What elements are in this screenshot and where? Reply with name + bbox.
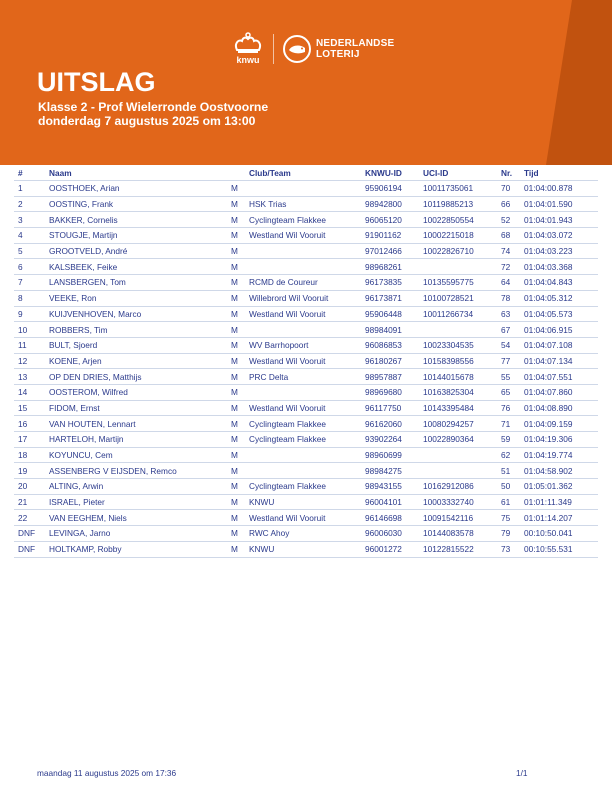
cell-number: 54 bbox=[497, 337, 520, 353]
table-row bbox=[14, 228, 598, 244]
cell-time: 01:04:07.551 bbox=[520, 369, 598, 385]
cell-category: M bbox=[227, 416, 245, 432]
cell-category: M bbox=[227, 306, 245, 322]
table-row bbox=[14, 541, 598, 557]
cell-number: 67 bbox=[497, 322, 520, 338]
cell-knwu-id: 96065120 bbox=[361, 212, 419, 228]
cell-category: M bbox=[227, 290, 245, 306]
cell-category: M bbox=[227, 275, 245, 291]
cell-category: M bbox=[227, 181, 245, 197]
cell-position: 20 bbox=[14, 479, 45, 495]
table-row bbox=[14, 463, 598, 479]
column-header-position: # bbox=[14, 165, 45, 181]
cell-number: 71 bbox=[497, 416, 520, 432]
cell-time: 01:04:19.774 bbox=[520, 447, 598, 463]
cell-uci-id bbox=[419, 259, 497, 275]
table-row bbox=[14, 196, 598, 212]
table-row bbox=[14, 181, 598, 197]
cell-position: 3 bbox=[14, 212, 45, 228]
cell-category: M bbox=[227, 337, 245, 353]
cell-uci-id: 10144015678 bbox=[419, 369, 497, 385]
cell-time: 01:04:05.312 bbox=[520, 290, 598, 306]
cell-position: 6 bbox=[14, 259, 45, 275]
cell-uci-id: 10143395484 bbox=[419, 400, 497, 416]
cell-category: M bbox=[227, 353, 245, 369]
cell-club bbox=[245, 259, 361, 275]
cell-knwu-id: 98984091 bbox=[361, 322, 419, 338]
cell-position: 9 bbox=[14, 306, 45, 322]
table-header-row bbox=[14, 165, 598, 181]
cell-time: 01:04:05.573 bbox=[520, 306, 598, 322]
cell-category: M bbox=[227, 432, 245, 448]
race-subtitle: Klasse 2 - Prof Wielerronde Oostvoorne bbox=[38, 100, 269, 114]
cell-knwu-id: 98968261 bbox=[361, 259, 419, 275]
cell-position: 22 bbox=[14, 510, 45, 526]
table-row bbox=[14, 384, 598, 400]
column-header-name: Naam bbox=[45, 165, 227, 181]
table-row bbox=[14, 259, 598, 275]
cell-club: Westland Wil Vooruit bbox=[245, 353, 361, 369]
cell-number: 52 bbox=[497, 212, 520, 228]
cell-club bbox=[245, 243, 361, 259]
fish-icon bbox=[283, 35, 311, 63]
table-row bbox=[14, 416, 598, 432]
cell-name: VEEKE, Ron bbox=[45, 290, 227, 306]
table-row bbox=[14, 400, 598, 416]
cell-time: 01:04:08.890 bbox=[520, 400, 598, 416]
cell-position: 10 bbox=[14, 322, 45, 338]
cell-time: 01:04:01.943 bbox=[520, 212, 598, 228]
logo-separator bbox=[273, 34, 274, 64]
cell-club bbox=[245, 181, 361, 197]
cell-category: M bbox=[227, 212, 245, 228]
cell-knwu-id: 95906194 bbox=[361, 181, 419, 197]
cell-position: 19 bbox=[14, 463, 45, 479]
cell-uci-id: 10158398556 bbox=[419, 353, 497, 369]
table-row bbox=[14, 432, 598, 448]
cell-position: 21 bbox=[14, 494, 45, 510]
cell-position: 7 bbox=[14, 275, 45, 291]
cell-club: Westland Wil Vooruit bbox=[245, 400, 361, 416]
table-row bbox=[14, 306, 598, 322]
cell-uci-id: 10135595775 bbox=[419, 275, 497, 291]
cell-name: BAKKER, Cornelis bbox=[45, 212, 227, 228]
cell-club: Westland Wil Vooruit bbox=[245, 228, 361, 244]
cell-category: M bbox=[227, 510, 245, 526]
cell-time: 01:04:03.223 bbox=[520, 243, 598, 259]
cell-name: KALSBEEK, Feike bbox=[45, 259, 227, 275]
page-title: UITSLAG bbox=[37, 67, 156, 97]
cell-knwu-id: 95906448 bbox=[361, 306, 419, 322]
cell-name: GROOTVELD, André bbox=[45, 243, 227, 259]
cell-club: HSK Trias bbox=[245, 196, 361, 212]
cell-knwu-id: 96146698 bbox=[361, 510, 419, 526]
cell-name: OOSTING, Frank bbox=[45, 196, 227, 212]
cell-name: STOUGJE, Martijn bbox=[45, 228, 227, 244]
cell-knwu-id: 96001272 bbox=[361, 541, 419, 557]
cell-uci-id: 10011735061 bbox=[419, 181, 497, 197]
cell-knwu-id: 98957887 bbox=[361, 369, 419, 385]
cell-name: VAN HOUTEN, Lennart bbox=[45, 416, 227, 432]
cell-club: RCMD de Coureur bbox=[245, 275, 361, 291]
cell-time: 00:10:50.041 bbox=[520, 526, 598, 542]
cell-uci-id: 10100728521 bbox=[419, 290, 497, 306]
cell-position: 17 bbox=[14, 432, 45, 448]
cell-number: 78 bbox=[497, 290, 520, 306]
cell-number: 61 bbox=[497, 494, 520, 510]
cell-position: 16 bbox=[14, 416, 45, 432]
cell-uci-id bbox=[419, 447, 497, 463]
cell-uci-id: 10122815522 bbox=[419, 541, 497, 557]
table-row bbox=[14, 275, 598, 291]
table-row bbox=[14, 494, 598, 510]
results-table bbox=[14, 165, 598, 558]
cell-number: 51 bbox=[497, 463, 520, 479]
cell-name: KOYUNCU, Cem bbox=[45, 447, 227, 463]
cell-club: Willebrord Wil Vooruit bbox=[245, 290, 361, 306]
cell-knwu-id: 96004101 bbox=[361, 494, 419, 510]
cell-uci-id: 10022826710 bbox=[419, 243, 497, 259]
cell-knwu-id: 97012466 bbox=[361, 243, 419, 259]
column-header-time: Tijd bbox=[520, 165, 598, 181]
cell-name: OOSTEROM, Wilfred bbox=[45, 384, 227, 400]
cell-uci-id: 10144083578 bbox=[419, 526, 497, 542]
table-row bbox=[14, 510, 598, 526]
cell-number: 62 bbox=[497, 447, 520, 463]
table-row bbox=[14, 212, 598, 228]
cell-uci-id: 10011266734 bbox=[419, 306, 497, 322]
cell-category: M bbox=[227, 494, 245, 510]
cell-number: 76 bbox=[497, 400, 520, 416]
cell-position: 14 bbox=[14, 384, 45, 400]
cell-category: M bbox=[227, 369, 245, 385]
table-row bbox=[14, 479, 598, 495]
cell-club bbox=[245, 447, 361, 463]
cell-number: 59 bbox=[497, 432, 520, 448]
print-timestamp: maandag 11 augustus 2025 om 17:36 bbox=[37, 768, 177, 778]
cell-uci-id: 10091542116 bbox=[419, 510, 497, 526]
cell-uci-id: 10162912086 bbox=[419, 479, 497, 495]
cell-time: 01:04:09.159 bbox=[520, 416, 598, 432]
cell-number: 68 bbox=[497, 228, 520, 244]
cell-knwu-id: 93902264 bbox=[361, 432, 419, 448]
cell-category: M bbox=[227, 243, 245, 259]
cell-time: 01:01:11.349 bbox=[520, 494, 598, 510]
cell-category: M bbox=[227, 526, 245, 542]
cell-number: 64 bbox=[497, 275, 520, 291]
cell-position: 8 bbox=[14, 290, 45, 306]
cell-name: ISRAEL, Pieter bbox=[45, 494, 227, 510]
cell-name: VAN EEGHEM, Niels bbox=[45, 510, 227, 526]
cell-club bbox=[245, 463, 361, 479]
cell-knwu-id: 96117750 bbox=[361, 400, 419, 416]
cell-name: ASSENBERG V EIJSDEN, Remco bbox=[45, 463, 227, 479]
nederlandse-loterij-logo bbox=[283, 35, 394, 63]
cell-position: 15 bbox=[14, 400, 45, 416]
cell-time: 01:04:01.590 bbox=[520, 196, 598, 212]
cell-club: Cyclingteam Flakkee bbox=[245, 479, 361, 495]
cell-time: 01:04:04.843 bbox=[520, 275, 598, 291]
cell-club: RWC Ahoy bbox=[245, 526, 361, 542]
cell-number: 66 bbox=[497, 196, 520, 212]
table-row bbox=[14, 353, 598, 369]
cell-name: ROBBERS, Tim bbox=[45, 322, 227, 338]
cell-number: 75 bbox=[497, 510, 520, 526]
cell-position: 4 bbox=[14, 228, 45, 244]
cell-club: PRC Delta bbox=[245, 369, 361, 385]
cell-number: 63 bbox=[497, 306, 520, 322]
column-header-category bbox=[227, 165, 245, 181]
cell-name: ALTING, Arwin bbox=[45, 479, 227, 495]
cell-category: M bbox=[227, 541, 245, 557]
lottery-name-line1: NEDERLANDSE bbox=[316, 38, 395, 49]
cell-club bbox=[245, 322, 361, 338]
cell-category: M bbox=[227, 463, 245, 479]
cell-name: OP DEN DRIES, Matthijs bbox=[45, 369, 227, 385]
cell-knwu-id: 98969680 bbox=[361, 384, 419, 400]
cell-uci-id: 10022890364 bbox=[419, 432, 497, 448]
cell-number: 74 bbox=[497, 243, 520, 259]
sponsor-logos bbox=[232, 32, 394, 66]
cell-category: M bbox=[227, 384, 245, 400]
cell-category: M bbox=[227, 400, 245, 416]
cell-name: HARTELOH, Martijn bbox=[45, 432, 227, 448]
cell-uci-id bbox=[419, 463, 497, 479]
cell-knwu-id: 96180267 bbox=[361, 353, 419, 369]
cell-time: 01:04:19.306 bbox=[520, 432, 598, 448]
cell-club: Westland Wil Vooruit bbox=[245, 306, 361, 322]
cell-position: 13 bbox=[14, 369, 45, 385]
cell-knwu-id: 96162060 bbox=[361, 416, 419, 432]
cell-club bbox=[245, 384, 361, 400]
page-number: 1/1 bbox=[516, 768, 528, 778]
column-header-uci-id: UCI-ID bbox=[419, 165, 497, 181]
cell-uci-id: 10022850554 bbox=[419, 212, 497, 228]
cell-knwu-id: 96173835 bbox=[361, 275, 419, 291]
lottery-name-line2: LOTERIJ bbox=[316, 49, 360, 60]
cell-position: 2 bbox=[14, 196, 45, 212]
cell-club: Cyclingteam Flakkee bbox=[245, 432, 361, 448]
cell-position: DNF bbox=[14, 541, 45, 557]
cell-name: OOSTHOEK, Arian bbox=[45, 181, 227, 197]
cell-knwu-id: 98984275 bbox=[361, 463, 419, 479]
table-row bbox=[14, 447, 598, 463]
column-header-knwu-id: KNWU-ID bbox=[361, 165, 419, 181]
cell-category: M bbox=[227, 228, 245, 244]
cell-time: 01:04:03.072 bbox=[520, 228, 598, 244]
cell-uci-id: 10023304535 bbox=[419, 337, 497, 353]
header-banner bbox=[0, 0, 612, 165]
cell-club: Westland Wil Vooruit bbox=[245, 510, 361, 526]
cell-knwu-id: 98943155 bbox=[361, 479, 419, 495]
cell-number: 65 bbox=[497, 384, 520, 400]
cell-knwu-id: 91901162 bbox=[361, 228, 419, 244]
cell-club: WV Barrhopoort bbox=[245, 337, 361, 353]
cell-time: 01:04:58.902 bbox=[520, 463, 598, 479]
cell-position: 11 bbox=[14, 337, 45, 353]
table-row bbox=[14, 290, 598, 306]
cell-knwu-id: 98960699 bbox=[361, 447, 419, 463]
cell-name: FIDOM, Ernst bbox=[45, 400, 227, 416]
table-row bbox=[14, 526, 598, 542]
cell-category: M bbox=[227, 322, 245, 338]
cell-time: 01:04:07.860 bbox=[520, 384, 598, 400]
cell-position: 1 bbox=[14, 181, 45, 197]
cell-number: 70 bbox=[497, 181, 520, 197]
cell-name: BULT, Sjoerd bbox=[45, 337, 227, 353]
cell-uci-id bbox=[419, 322, 497, 338]
cell-uci-id: 10003332740 bbox=[419, 494, 497, 510]
table-row bbox=[14, 337, 598, 353]
results-body bbox=[14, 181, 598, 558]
cell-name: LANSBERGEN, Tom bbox=[45, 275, 227, 291]
cell-knwu-id: 96173871 bbox=[361, 290, 419, 306]
cell-number: 72 bbox=[497, 259, 520, 275]
cell-name: KUIJVENHOVEN, Marco bbox=[45, 306, 227, 322]
column-header-number: Nr. bbox=[497, 165, 520, 181]
table-row bbox=[14, 243, 598, 259]
cell-uci-id: 10119885213 bbox=[419, 196, 497, 212]
cell-name: HOLTKAMP, Robby bbox=[45, 541, 227, 557]
cell-position: DNF bbox=[14, 526, 45, 542]
cell-number: 55 bbox=[497, 369, 520, 385]
knwu-logo bbox=[232, 32, 264, 66]
cell-uci-id: 10163825304 bbox=[419, 384, 497, 400]
table-row bbox=[14, 322, 598, 338]
cell-category: M bbox=[227, 196, 245, 212]
cell-time: 01:01:14.207 bbox=[520, 510, 598, 526]
cell-time: 00:10:55.531 bbox=[520, 541, 598, 557]
cell-number: 77 bbox=[497, 353, 520, 369]
cell-name: LEVINGA, Jarno bbox=[45, 526, 227, 542]
cell-time: 01:04:07.108 bbox=[520, 337, 598, 353]
cell-number: 50 bbox=[497, 479, 520, 495]
cell-club: Cyclingteam Flakkee bbox=[245, 212, 361, 228]
cell-club: Cyclingteam Flakkee bbox=[245, 416, 361, 432]
cell-category: M bbox=[227, 447, 245, 463]
cell-uci-id: 10080294257 bbox=[419, 416, 497, 432]
cell-time: 01:04:03.368 bbox=[520, 259, 598, 275]
cell-knwu-id: 96086853 bbox=[361, 337, 419, 353]
cell-number: 79 bbox=[497, 526, 520, 542]
cell-club: KNWU bbox=[245, 494, 361, 510]
column-header-club: Club/Team bbox=[245, 165, 361, 181]
cell-club: KNWU bbox=[245, 541, 361, 557]
cell-uci-id: 10002215018 bbox=[419, 228, 497, 244]
cell-time: 01:04:07.134 bbox=[520, 353, 598, 369]
cell-time: 01:05:01.362 bbox=[520, 479, 598, 495]
cell-time: 01:04:00.878 bbox=[520, 181, 598, 197]
knwu-logo-text: knwu bbox=[236, 55, 260, 65]
cell-knwu-id: 96006030 bbox=[361, 526, 419, 542]
cell-time: 01:04:06.915 bbox=[520, 322, 598, 338]
race-datetime: donderdag 7 augustus 2025 om 13:00 bbox=[38, 114, 256, 128]
cell-position: 18 bbox=[14, 447, 45, 463]
cell-category: M bbox=[227, 259, 245, 275]
cell-knwu-id: 98942800 bbox=[361, 196, 419, 212]
cell-position: 12 bbox=[14, 353, 45, 369]
cell-position: 5 bbox=[14, 243, 45, 259]
cell-name: KOENE, Arjen bbox=[45, 353, 227, 369]
cell-number: 73 bbox=[497, 541, 520, 557]
cell-category: M bbox=[227, 479, 245, 495]
table-row bbox=[14, 369, 598, 385]
